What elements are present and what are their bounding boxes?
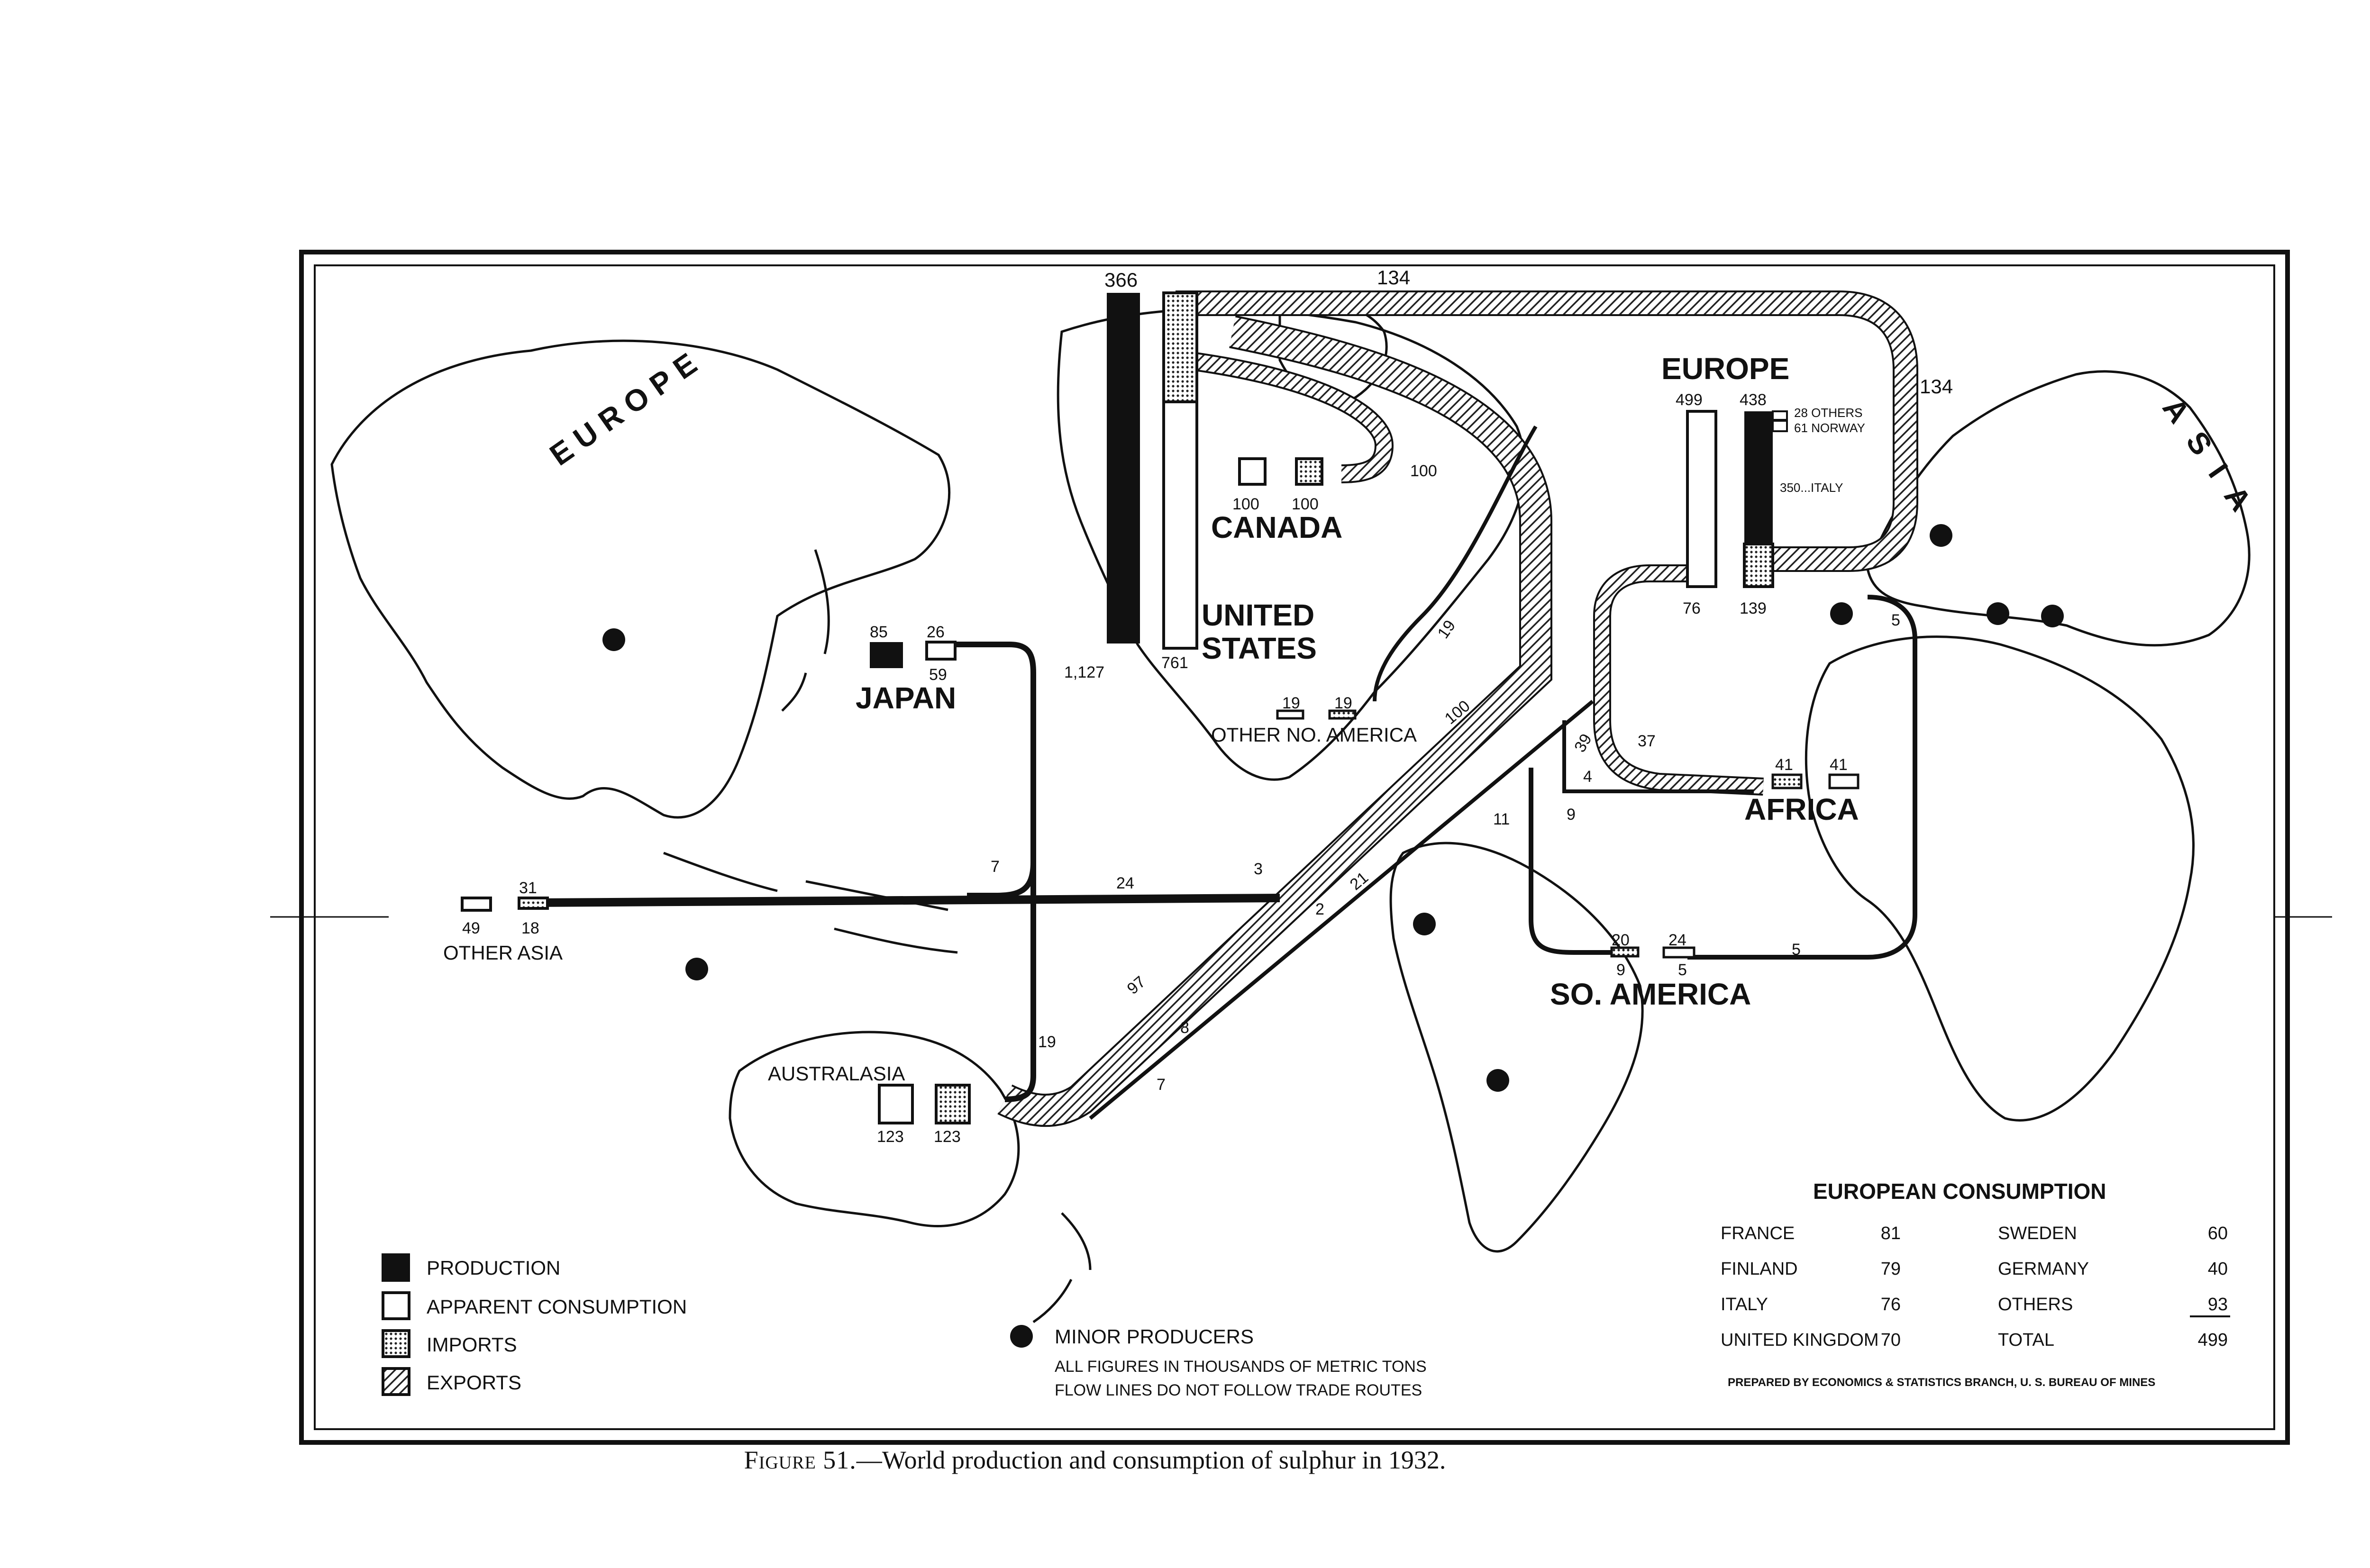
row-name: ITALY bbox=[1721, 1295, 1768, 1314]
europe-arc-label: EUROPE bbox=[543, 341, 710, 472]
sa2-consumption-bar bbox=[1664, 948, 1694, 957]
minor-producer-dot bbox=[1830, 602, 1853, 625]
value-label: 761 bbox=[1161, 654, 1188, 672]
value-label: 2 bbox=[1315, 900, 1324, 918]
europe-consumption-bar bbox=[1687, 411, 1716, 587]
table-credit: PREPARED BY ECONOMICS & STATISTICS BRANCH, U. S. BUREAU OF MINES bbox=[1728, 1376, 2156, 1389]
value-label: 100 bbox=[1410, 462, 1437, 480]
value-label: 41 bbox=[1775, 756, 1793, 774]
aus-imports-bar bbox=[936, 1085, 969, 1123]
row-name: OTHERS bbox=[1998, 1295, 2073, 1314]
value-label: 97 bbox=[1123, 972, 1149, 998]
us-production-bar bbox=[1107, 293, 1140, 644]
value-label: 9 bbox=[1616, 961, 1625, 979]
value-label: 100 bbox=[1441, 697, 1474, 728]
us-consumption-bar bbox=[1164, 402, 1197, 648]
states-label: STATES bbox=[1202, 631, 1317, 665]
figure-number: Figure 51. bbox=[744, 1446, 857, 1474]
other-asia-consumption-bar bbox=[462, 898, 491, 910]
value-label: 26 bbox=[927, 623, 945, 641]
other-asia-imports-bar bbox=[519, 898, 547, 908]
value-label: 5 bbox=[1792, 941, 1801, 959]
row-value: 81 bbox=[1880, 1224, 1901, 1243]
value-label: 59 bbox=[929, 666, 947, 684]
value-label: 18 bbox=[521, 919, 539, 937]
value-label: 438 bbox=[1740, 391, 1767, 409]
canada-label: CANADA bbox=[1211, 510, 1343, 544]
value-label: 350...ITALY bbox=[1780, 480, 1843, 495]
legend bbox=[382, 1253, 1427, 1399]
value-label: 24 bbox=[1668, 931, 1686, 949]
value-label: 499 bbox=[1676, 391, 1703, 409]
europe-imports-bar bbox=[1744, 544, 1773, 587]
value-label: 134 bbox=[1377, 266, 1411, 289]
africa-consumption-bar bbox=[1830, 775, 1858, 788]
africa-outline bbox=[1806, 637, 2193, 1121]
row-name: SWEDEN bbox=[1998, 1224, 2077, 1243]
minor-producer-dot bbox=[1486, 1069, 1509, 1092]
canada-imports-bar bbox=[1296, 459, 1322, 484]
value-label: 41 bbox=[1830, 756, 1848, 774]
flow-sa-line bbox=[1531, 768, 1631, 952]
value-label: 19 bbox=[1334, 694, 1352, 712]
legend-exports: EXPORTS bbox=[427, 1371, 521, 1394]
value-label: 31 bbox=[519, 879, 537, 897]
asia-arc-label: ASIA bbox=[2156, 391, 2269, 533]
row-value: 40 bbox=[2207, 1259, 2228, 1279]
value-label: 37 bbox=[1638, 732, 1656, 750]
value-label: 21 bbox=[1346, 868, 1372, 894]
value-label: 24 bbox=[1116, 874, 1134, 892]
value-label: 123 bbox=[877, 1128, 904, 1146]
japan-production-bar bbox=[870, 642, 903, 668]
value-label: 76 bbox=[1683, 599, 1701, 617]
minor-producer-dot bbox=[602, 628, 625, 651]
value-label: 61 NORWAY bbox=[1794, 421, 1865, 435]
value-label: 3 bbox=[1254, 860, 1263, 878]
value-label: 20 bbox=[1612, 931, 1630, 949]
row-name: GERMANY bbox=[1998, 1259, 2089, 1279]
legend-note-routes: FLOW LINES DO NOT FOLLOW TRADE ROUTES bbox=[1055, 1381, 1422, 1399]
row-value: 79 bbox=[1880, 1259, 1901, 1279]
legend-consumption: APPARENT CONSUMPTION bbox=[427, 1296, 687, 1318]
japan-islands-outline bbox=[782, 550, 829, 711]
value-label: 8 bbox=[1180, 1019, 1189, 1037]
consumption-swatch bbox=[383, 1293, 409, 1319]
value-label: 19 bbox=[1038, 1033, 1056, 1051]
europe-norway-bar bbox=[1773, 421, 1787, 431]
flow-to-australia-thin bbox=[1090, 701, 1593, 1118]
other-na-label: OTHER NO. AMERICA bbox=[1211, 724, 1417, 746]
table-title: EUROPEAN CONSUMPTION bbox=[1813, 1179, 2106, 1204]
value-label: 100 bbox=[1232, 495, 1259, 513]
africa-imports-bar bbox=[1773, 775, 1801, 788]
row-name: UNITED KINGDOM bbox=[1721, 1330, 1879, 1350]
value-label: 5 bbox=[1678, 961, 1687, 979]
value-label: 123 bbox=[934, 1128, 961, 1146]
value-label: 39 bbox=[1571, 731, 1595, 755]
legend-imports: IMPORTS bbox=[427, 1333, 517, 1356]
row-name: FRANCE bbox=[1721, 1224, 1795, 1243]
row-value: 60 bbox=[2207, 1224, 2228, 1243]
legend-minor: MINOR PRODUCERS bbox=[1055, 1325, 1254, 1348]
minor-producer-dot bbox=[1413, 913, 1436, 935]
value-label: 100 bbox=[1292, 495, 1319, 513]
production-swatch bbox=[382, 1253, 410, 1282]
value-label: 366 bbox=[1104, 269, 1138, 291]
minor-producer-dot bbox=[1987, 602, 2009, 625]
japan-consumption-bar bbox=[927, 642, 955, 659]
minor-producer-dot bbox=[1930, 524, 1952, 547]
value-label: 5 bbox=[1891, 611, 1900, 629]
value-label: 49 bbox=[462, 919, 480, 937]
new-zealand-outline bbox=[1033, 1213, 1090, 1322]
legend-production: PRODUCTION bbox=[427, 1257, 561, 1279]
row-value: 499 bbox=[2197, 1330, 2228, 1350]
europe-production-bar bbox=[1744, 411, 1773, 544]
so-america-label: SO. AMERICA bbox=[1550, 977, 1751, 1011]
aus-consumption-bar bbox=[879, 1085, 912, 1123]
flow-to-canada-thin bbox=[1375, 426, 1536, 701]
africa-label: AFRICA bbox=[1744, 792, 1859, 826]
value-label: 7 bbox=[1157, 1076, 1166, 1094]
united-label: UNITED bbox=[1202, 598, 1315, 632]
world-map-outline bbox=[332, 303, 2249, 1322]
row-value: 76 bbox=[1880, 1295, 1901, 1314]
south-america-outline bbox=[1391, 843, 1642, 1251]
minor-producer-swatch bbox=[1010, 1325, 1033, 1348]
canada-consumption-bar bbox=[1240, 459, 1265, 484]
japan-label: JAPAN bbox=[856, 681, 957, 715]
flow-to-other-asia bbox=[536, 898, 1280, 903]
exports-swatch bbox=[383, 1369, 409, 1395]
value-label: 85 bbox=[870, 623, 888, 641]
minor-producer-dot bbox=[2041, 605, 2064, 627]
value-label: 28 OTHERS bbox=[1794, 406, 1863, 420]
other-asia-label: OTHER ASIA bbox=[443, 942, 563, 964]
figure-caption-text: —World production and consumption of sulphur in 1932. bbox=[856, 1446, 1446, 1474]
value-label: 11 bbox=[1493, 810, 1510, 828]
row-name: TOTAL bbox=[1998, 1330, 2054, 1350]
europe-others-bar bbox=[1773, 411, 1787, 420]
value-label: 139 bbox=[1740, 599, 1767, 617]
value-label: 19 bbox=[1434, 616, 1459, 642]
value-label: 134 bbox=[1920, 375, 1953, 398]
figure-caption bbox=[0, 1445, 2190, 1475]
row-value: 93 bbox=[2207, 1295, 2228, 1314]
imports-swatch bbox=[383, 1331, 409, 1357]
row-name: FINLAND bbox=[1721, 1259, 1798, 1279]
value-label: 7 bbox=[991, 858, 1000, 876]
value-label: 19 bbox=[1282, 694, 1300, 712]
european-consumption-table bbox=[1721, 1179, 2230, 1389]
europe-label: EUROPE bbox=[1661, 352, 1790, 386]
value-label: 1,127 bbox=[1064, 663, 1105, 681]
minor-producer-dot bbox=[685, 958, 708, 980]
value-label: 4 bbox=[1583, 768, 1592, 786]
us-exports-bar bbox=[1164, 293, 1197, 402]
value-label: 9 bbox=[1567, 806, 1576, 824]
australia-outline bbox=[730, 1032, 1019, 1226]
row-value: 70 bbox=[1880, 1330, 1901, 1350]
australasia-label: AUSTRALASIA bbox=[768, 1062, 905, 1085]
legend-note-units: ALL FIGURES IN THOUSANDS OF METRIC TONS bbox=[1055, 1358, 1427, 1376]
